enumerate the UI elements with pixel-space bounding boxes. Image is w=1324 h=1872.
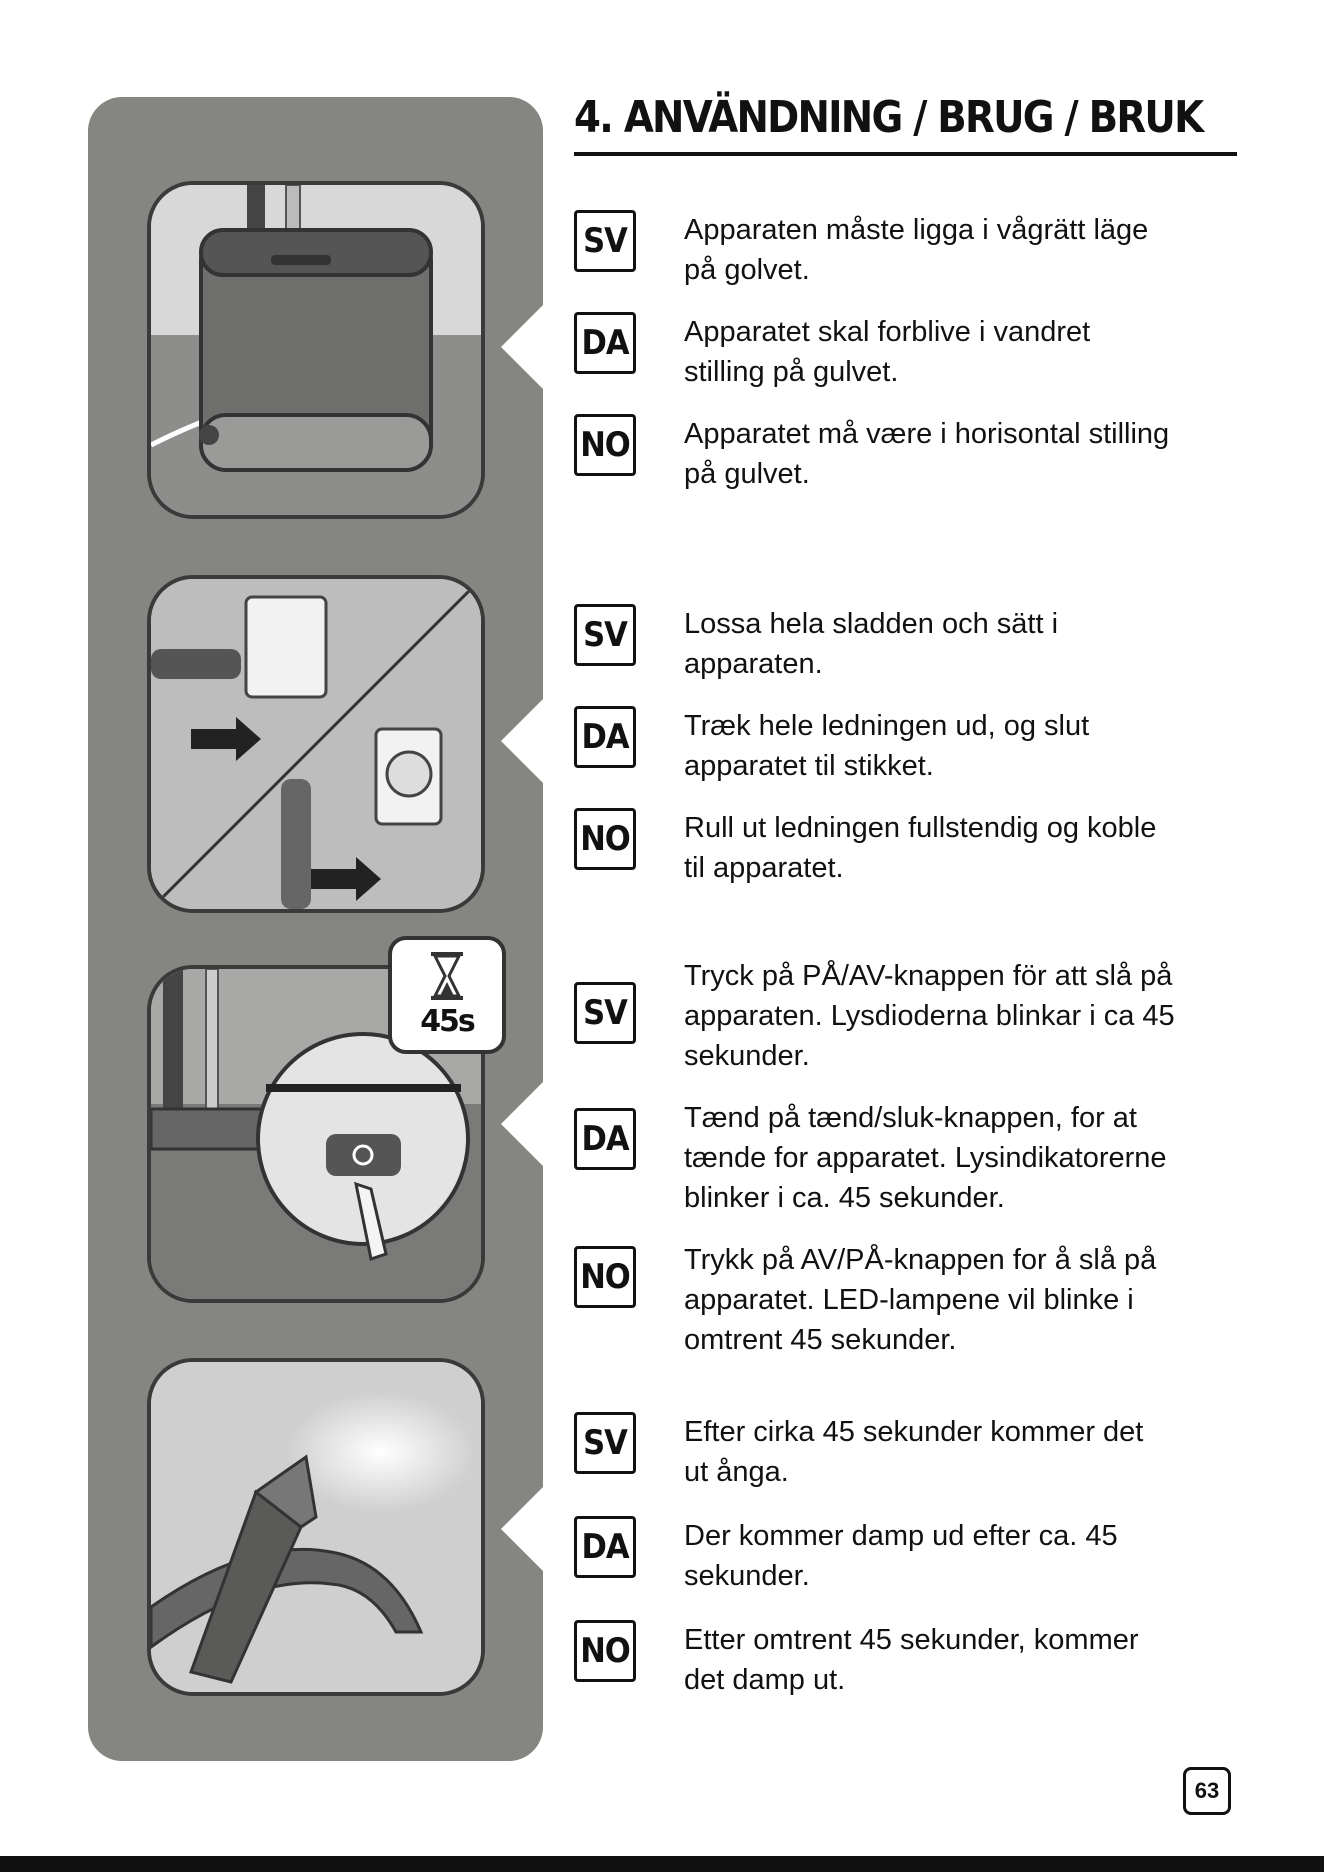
- step-1-sv: [574, 210, 1244, 290]
- illustration-steamer-base: [147, 181, 485, 519]
- instruction-text: Træk hele ledningen ud, og slut apparatet til stikket.: [684, 710, 1090, 782]
- language-badge-sv: SV: [574, 210, 636, 272]
- language-badge-no: NO: [574, 1620, 636, 1682]
- language-badge-sv: SV: [574, 1412, 636, 1474]
- step-1-da: [574, 312, 1244, 392]
- language-badge-no: NO: [574, 414, 636, 476]
- step-3-no: [574, 1240, 1244, 1360]
- step-2-sv: [574, 604, 1244, 684]
- timer-badge: [388, 936, 506, 1054]
- instruction-text: Apparaten måste ligga i vågrätt läge på golvet.: [684, 214, 1149, 286]
- language-badge-no: NO: [574, 1246, 636, 1308]
- title-underline: [574, 152, 1237, 156]
- page-title: 4. ANVÄNDNING / BRUG / BRUK: [574, 92, 1203, 143]
- instruction-text: Apparatet skal forblive i vandret stilling på gulvet.: [684, 316, 1091, 388]
- instruction-text: Tryck på PÅ/AV-knappen för att slå på apparaten. Lysdioderna blinkar i ca 45 sekunder.: [684, 960, 1175, 1072]
- language-badge-da: DA: [574, 1108, 636, 1170]
- step-2-no: [574, 808, 1244, 888]
- step-2-da: [574, 706, 1244, 786]
- step-3-sv: [574, 956, 1244, 1076]
- language-badge-no: NO: [574, 808, 636, 870]
- panel-2-pointer: [501, 699, 543, 783]
- step-4-da: [574, 1516, 1244, 1596]
- language-badge-sv: SV: [574, 982, 636, 1044]
- language-badge-sv: SV: [574, 604, 636, 666]
- timer-label: 45s: [420, 1004, 474, 1039]
- instruction-text: Trykk på AV/PÅ-knappen for å slå på apparatet. LED-lampene vil blinke i omtrent 45 sekunder.: [684, 1244, 1157, 1356]
- language-badge-da: DA: [574, 706, 636, 768]
- step-4-sv: [574, 1412, 1244, 1492]
- instruction-text: Efter cirka 45 sekunder kommer det ut ånga.: [684, 1416, 1144, 1488]
- instruction-text: Lossa hela sladden och sätt i apparaten.: [684, 608, 1059, 680]
- language-badge-da: DA: [574, 1516, 636, 1578]
- step-3-da: [574, 1098, 1244, 1218]
- step-4-no: [574, 1620, 1244, 1700]
- instruction-text: Etter omtrent 45 sekunder, kommer det damp ut.: [684, 1624, 1139, 1696]
- hourglass-icon: [427, 950, 467, 1002]
- step-1-no: [574, 414, 1244, 494]
- page-number: 63: [1183, 1767, 1231, 1815]
- illustration-plug-socket: [147, 575, 485, 913]
- panel-3-pointer: [501, 1082, 543, 1166]
- instruction-text: Tænd på tænd/sluk-knappen, for at tænde for apparatet. Lysindikatorerne blinker i ca. 45 sekunder.: [684, 1102, 1167, 1214]
- instruction-text: Der kommer damp ud efter ca. 45 sekunder.: [684, 1520, 1118, 1592]
- illustration-steam-head: [147, 1358, 485, 1696]
- instruction-text: Apparatet må være i horisontal stilling på gulvet.: [684, 418, 1170, 490]
- panel-1-pointer: [501, 305, 543, 389]
- panel-4-pointer: [501, 1487, 543, 1571]
- instruction-text: Rull ut ledningen fullstendig og koble til apparatet.: [684, 812, 1157, 884]
- language-badge-da: DA: [574, 312, 636, 374]
- footer-rule: [0, 1856, 1324, 1872]
